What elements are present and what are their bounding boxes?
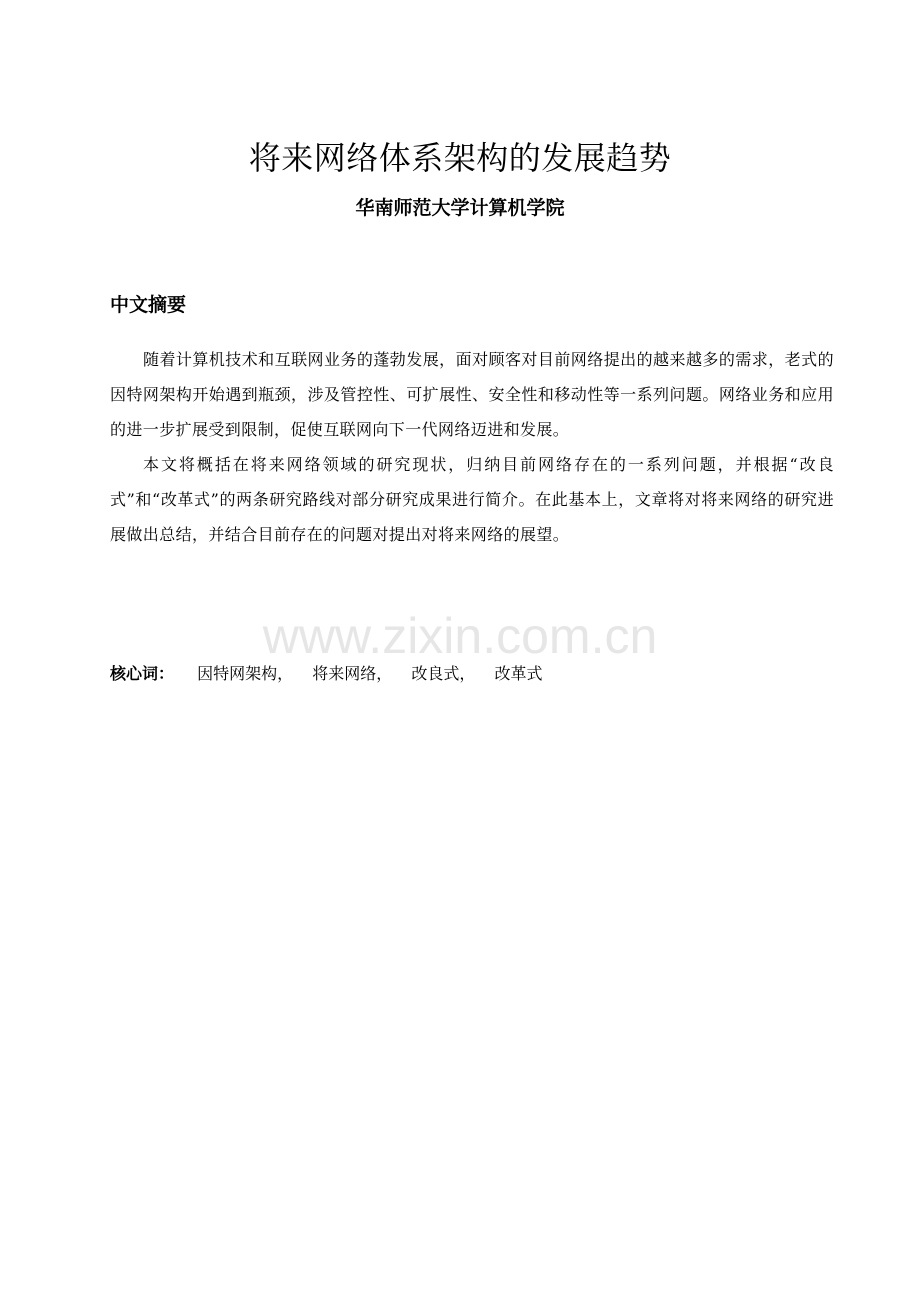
keyword-item: 改革式 [494,664,543,683]
abstract-paragraph-2: 本文将概括在将来网络领域的研究现状，归纳目前网络存在的一系列问题，并根据“改良式”和“改革式”的两条研究路线对部分研究成果进行简介。在此基本上，文章将对将来网络的研究进展做出总结，并结合目前存在的问题对提出对将来网络的展望。 [110,455,834,544]
keyword-item: 改良式， [411,664,476,683]
abstract-body [110,342,834,552]
abstract-heading: 中文摘要 [110,294,187,316]
author-affiliation: 华南师范大学计算机学院 [355,197,565,219]
document-title: 将来网络体系架构的发展趋势 [248,139,672,177]
keywords-line [110,660,556,688]
keyword-item: 因特网架构， [197,664,294,683]
watermark: www.zixin.com.cn [262,608,658,664]
keywords-label: 核心词： [110,664,175,683]
abstract-paragraph-1: 随着计算机技术和互联网业务的蓬勃发展，面对顾客对目前网络提出的越来越多的需求，老式的因特网架构开始遇到瓶颈，涉及管控性、可扩展性、安全性和移动性等一系列问题。网络业务和应用的进一步扩展受到限制，促使互联网向下一代网络迈进和发展。 [110,350,834,439]
keyword-item: 将来网络， [312,664,393,683]
